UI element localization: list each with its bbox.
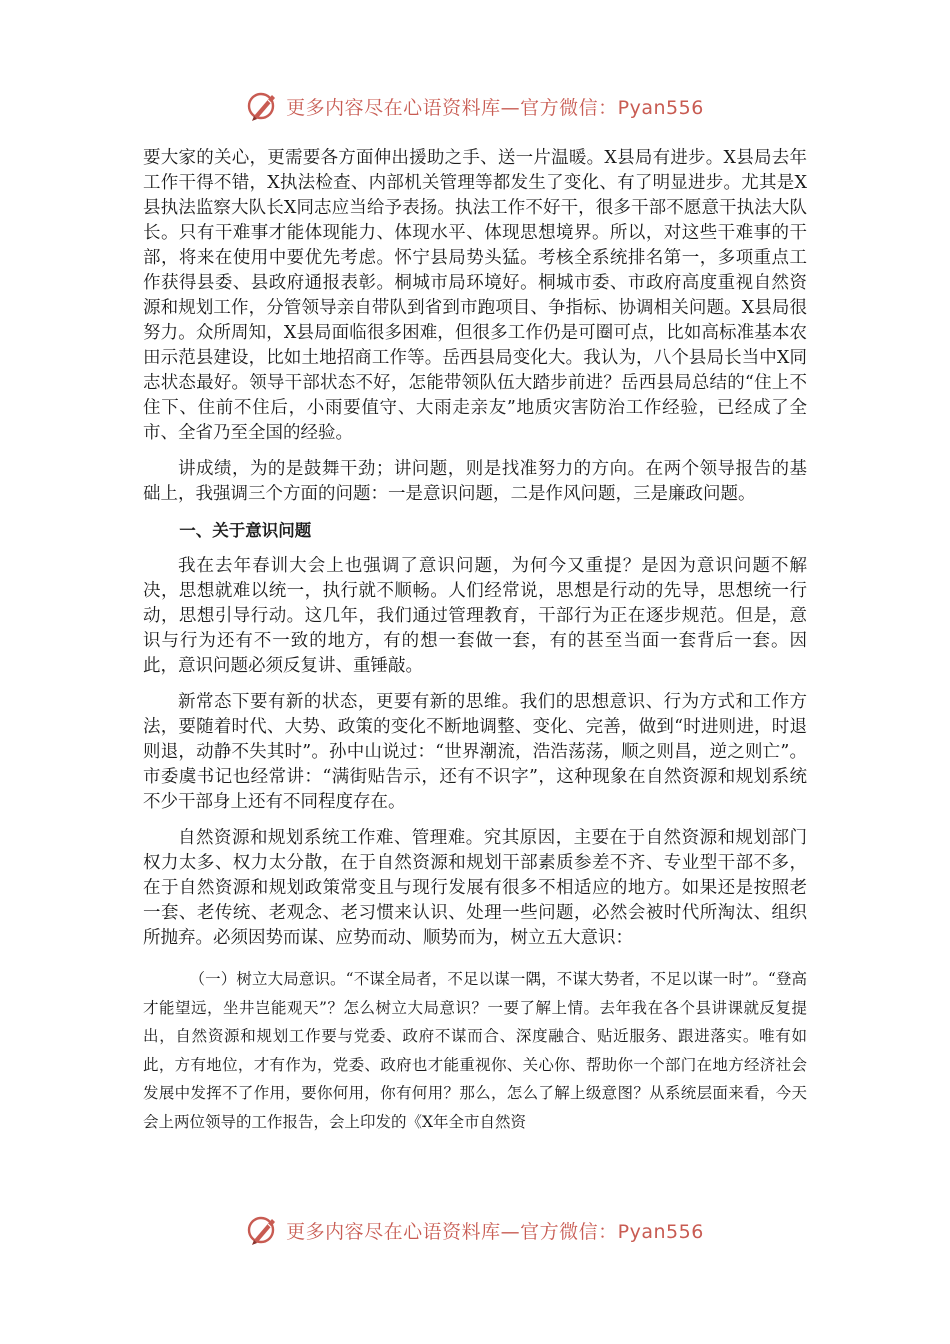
pen-logo-icon [246,1213,280,1247]
banner-text: 更多内容尽在心语资料库—官方微信：Pyan556 [286,1220,704,1243]
paragraph-three-issues: 讲成绩，为的是鼓舞干劲；讲问题，则是找准努力的方向。在两个领导报告的基础上，我强调三个方面的问题：一是意识问题，二是作风问题，三是廉政问题。 [143,459,807,504]
footer-banner [0,1210,950,1250]
pen-logo-icon [246,89,280,123]
paragraph-awareness-problem: 我在去年春训大会上也强调了意识问题，为何今又重提？是因为意识问题不解决，思想就难以统一，执行就不顺畅。人们经常说，思想是行动的先导，思想统一行动，思想引导行动。这几年，我们通过管理教育，干部行为正在逐步规范。但是，意识与行为还有不一致的地方，有的想一套做一套，有的甚至当面一套背后一套。因此，意识问题必须反复讲、重锤敲。 [143,556,807,676]
header-banner [0,86,950,126]
paragraph-overall-awareness: （一）树立大局意识。“不谋全局者，不足以谋一隅，不谋大势者，不足以谋一时”。“登高才能望远，坐井岂能观天”？怎么树立大局意识？一要了解上情。去年我在各个县讲课就反复提出，自然资源和规划工作要与党委、政府不谋而合、深度融合、贴近服务、跟进落实。唯有如此，方有地位，才有作为，党委、政府也才能重视你、关心你、帮助你一个部门在地方经济社会发展中发挥不了作用，要你何用，你有何用？那么，怎么了解上级意图？从系统层面来看，今天会上两位领导的工作报告，会上印发的《X年全市自然资 [143,970,807,1131]
section-heading-awareness: 一、关于意识问题 [179,521,312,540]
paragraph-management-difficulty: 自然资源和规划系统工作难、管理难。究其原因，主要在于自然资源和规划部门权力太多、权力太分散，在于自然资源和规划干部素质参差不齐、专业型干部不多，在于自然资源和规划政策常变且与现行发展有很多不相适应的地方。如果还是按照老一套、老传统、老观念、老习惯来认识、处理一些问题，必然会被时代所淘汰、组织所抛弃。必须因势而谋、应势而动、顺势而为，树立五大意识： [143,828,807,948]
banner-text: 更多内容尽在心语资料库—官方微信：Pyan556 [286,96,704,119]
paragraph-county-achievements: 要大家的关心，更需要各方面伸出援助之手、送一片温暖。X县局有进步。X县局去年工作干得不错，X执法检查、内部机关管理等都发生了变化、有了明显进步。尤其是X县执法监察大队长X同志应当给予表扬。执法工作不好干，很多干部不愿意干执法大队长。只有干难事才能体现能力、体现水平、体现思想境界。所以，对这些干难事的干部，将来在使用中要优先考虑。怀宁县局势头猛。考核全系统排名第一，多项重点工作获得县委、县政府通报表彰。桐城市局环境好。桐城市委、市政府高度重视自然资源和规划工作，分管领导亲自带队到省到市跑项目、争指标、协调相关问题。X县局很努力。众所周知，X县局面临很多困难，但很多工作仍是可圈可点，比如高标准基本农田示范县建设，比如土地招商工作等。岳西县局变化大。我认为，八个县局长当中X同志状态最好。领导干部状态不好，怎能带领队伍大踏步前进？岳西县局总结的“住上不住下、住前不住后，小雨要值守、大雨走亲友”地质灾害防治工作经验，已经成了全市、全省乃至全国的经验。 [143,148,807,443]
paragraph-new-normal: 新常态下要有新的状态，更要有新的思维。我们的思想意识、行为方式和工作方法，要随着时代、大势、政策的变化不断地调整、变化、完善，做到“时进则进，时退则退，动静不失其时”。孙中山说过：“世界潮流，浩浩荡荡，顺之则昌，逆之则亡”。市委虞书记也经常讲：“满街贴告示，还有不识字”，这种现象在自然资源和规划系统不少干部身上还有不同程度存在。 [143,692,807,812]
document-body [143,146,807,1136]
